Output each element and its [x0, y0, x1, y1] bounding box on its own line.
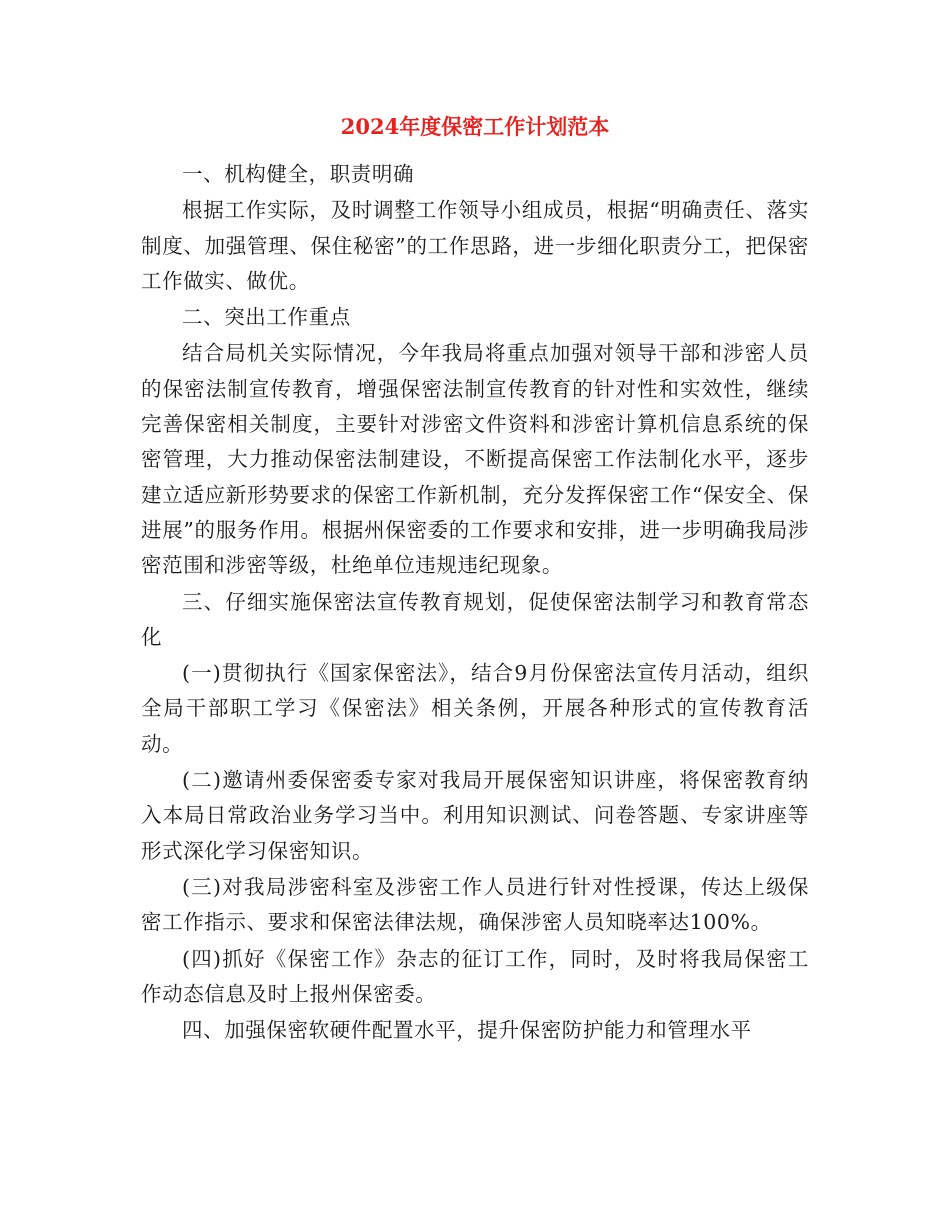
paragraph-3-4: (四)抓好《保密工作》杂志的征订工作，同时，及时将我局保密工作动态信息及时上报州保密委。: [141, 946, 809, 1006]
paragraph-2: 结合局机关实际情况，今年我局将重点加强对领导干部和涉密人员的保密法制宣传教育，增强保密法制宣传教育的针对性和实效性，继续完善保密相关制度，主要针对涉密文件资料和涉密计算机信息系统的保密管理，大力推动保密法制建设，不断提高保密工作法制化水平，逐步建立适应新形势要求的保密工作新机制，充分发挥保密工作“保安全、保进展”的服务作用。根据州保密委的工作要求和安排，进一步明确我局涉密范围和涉密等级，杜绝单位违规违纪现象。: [141, 341, 809, 578]
document-body: [141, 157, 809, 1049]
document-title: 2024年度保密工作计划范本: [340, 114, 610, 139]
heading-1: 一、机构健全，职责明确: [182, 162, 415, 186]
heading-3: 三、仔细实施保密法宣传教育规划，促使保密法制学习和教育常态化: [141, 589, 809, 649]
paragraph-3-2: (二)邀请州委保密委专家对我局开展保密知识讲座，将保密教育纳入本局日常政治业务学习当中。利用知识测试、问卷答题、专家讲座等形式深化学习保密知识。: [141, 768, 809, 863]
paragraph-3-3: (三)对我局涉密科室及涉密工作人员进行针对性授课，传达上级保密工作指示、要求和保密法律法规，确保涉密人员知晓率达100%。: [141, 874, 809, 935]
paragraph-1: 根据工作实际，及时调整工作领导小组成员，根据“明确责任、落实制度、加强管理、保住秘密”的工作思路，进一步细化职责分工，把保密工作做实、做优。: [141, 198, 809, 293]
heading-2: 二、突出工作重点: [182, 305, 351, 330]
paragraph-3-1: (一)贯彻执行《国家保密法》，结合9月份保密法宣传月活动，组织全局干部职工学习《保密法》相关条例，开展各种形式的宣传教育活动。: [141, 661, 809, 756]
heading-4: 四、加强保密软硬件配置水平，提升保密防护能力和管理水平: [182, 1018, 752, 1043]
